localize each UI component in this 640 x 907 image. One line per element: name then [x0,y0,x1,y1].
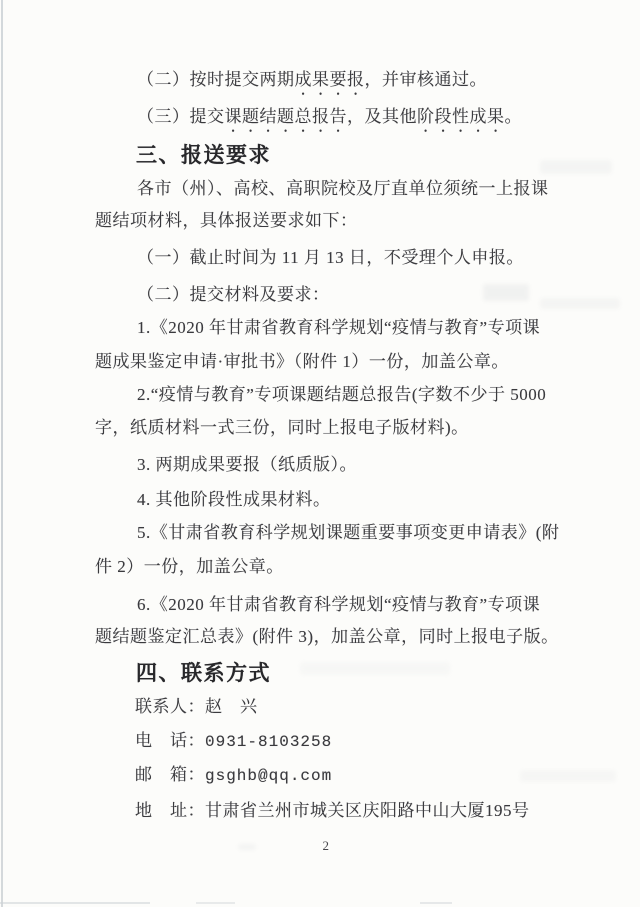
text-segment: 。 [504,107,522,126]
clause-3 [137,107,522,136]
text-segment: 三、报送要求 [136,143,271,167]
text-segment: 联系人：赵 兴 [135,697,258,716]
text-segment: 邮 箱： [135,765,205,784]
text-segment: 题结项材料，具体报送要求如下： [95,211,358,230]
text-segment: 四、联系方式 [136,661,271,685]
text-segment: ，及其他 [347,107,417,126]
scan-artifact [238,844,256,850]
para-report-line-2 [95,211,358,231]
section-heading-3 [136,143,271,168]
text-segment: gsghb@qq.com [205,767,333,785]
text-segment: 0931-8103258 [205,733,333,751]
text-segment: （二）提交材料及要求： [137,285,330,304]
text-segment: 地 址：甘肃省兰州市城关区庆阳路中山大厦195号 [135,801,530,820]
text-segment: 电 话： [135,731,205,750]
clause-materials [137,285,330,305]
text-segment: （二）按时提交两期 [137,70,295,89]
item-6-line-1 [137,595,540,615]
text-segment: 3. 两期成果要报（纸质版）。 [137,455,357,474]
item-3 [137,455,357,475]
item-5-line-1 [137,523,559,543]
scan-artifact [540,298,620,309]
scan-artifact [520,770,616,782]
text-segment: ，并审核通过。 [364,70,487,89]
item-2-line-2 [95,418,469,438]
contact-address [135,801,530,821]
scan-artifact [300,662,450,675]
contact-phone [135,731,332,752]
page-number: 2 [322,838,330,853]
emphasized-text: 成果要报 [294,70,365,89]
clause-deadline [137,248,524,268]
text-segment: 件 2）一份，加盖公章。 [95,557,284,576]
section-heading-4 [136,661,271,686]
contact-email [135,765,332,786]
item-2-line-1 [137,385,546,405]
text-segment: 6.《2020 年甘肃省教育科学规划“疫情与教育”专项课 [137,595,541,614]
scan-artifact [483,284,529,301]
text-segment: 字，纸质材料一式三份，同时上报电子版材料)。 [95,418,469,437]
text-segment: 题成果鉴定申请·审批书》（附件 1）一份，加盖公章。 [95,352,509,371]
clause-2 [137,70,487,99]
text-segment: （一）截止时间为 11 月 13 日，不受理个人申报。 [137,248,524,267]
emphasized-text: 课题结题总报告 [224,107,347,126]
scan-artifact [540,160,612,174]
item-4 [137,490,331,510]
text-segment: （三）提交 [137,107,225,126]
item-5-line-2 [95,557,284,577]
para-report-line-1 [137,179,549,199]
text-segment: 4. 其他阶段性成果材料。 [137,490,331,509]
text-segment: 2.“疫情与教育”专项课题结题总报告(字数不少于 5000 [137,385,547,404]
text-segment: 各市（州）、高校、高职院校及厅直单位须统一上报课 [137,179,549,198]
contact-person [135,697,258,717]
item-1-line-1 [137,318,540,338]
text-segment: 1.《2020 年甘肃省教育科学规划“疫情与教育”专项课 [137,318,541,337]
text-segment: 题结题鉴定汇总表》(附件 3)，加盖公章，同时上报电子版。 [95,627,559,646]
scan-edge-left [1,0,3,907]
emphasized-text: 阶段性成果 [417,107,505,126]
item-6-line-2 [95,627,559,647]
scan-edge-bottom [0,902,640,904]
text-segment: 5.《甘肃省教育科学规划课题重要事项变更申请表》(附 [137,523,560,542]
item-1-line-2 [95,352,509,372]
